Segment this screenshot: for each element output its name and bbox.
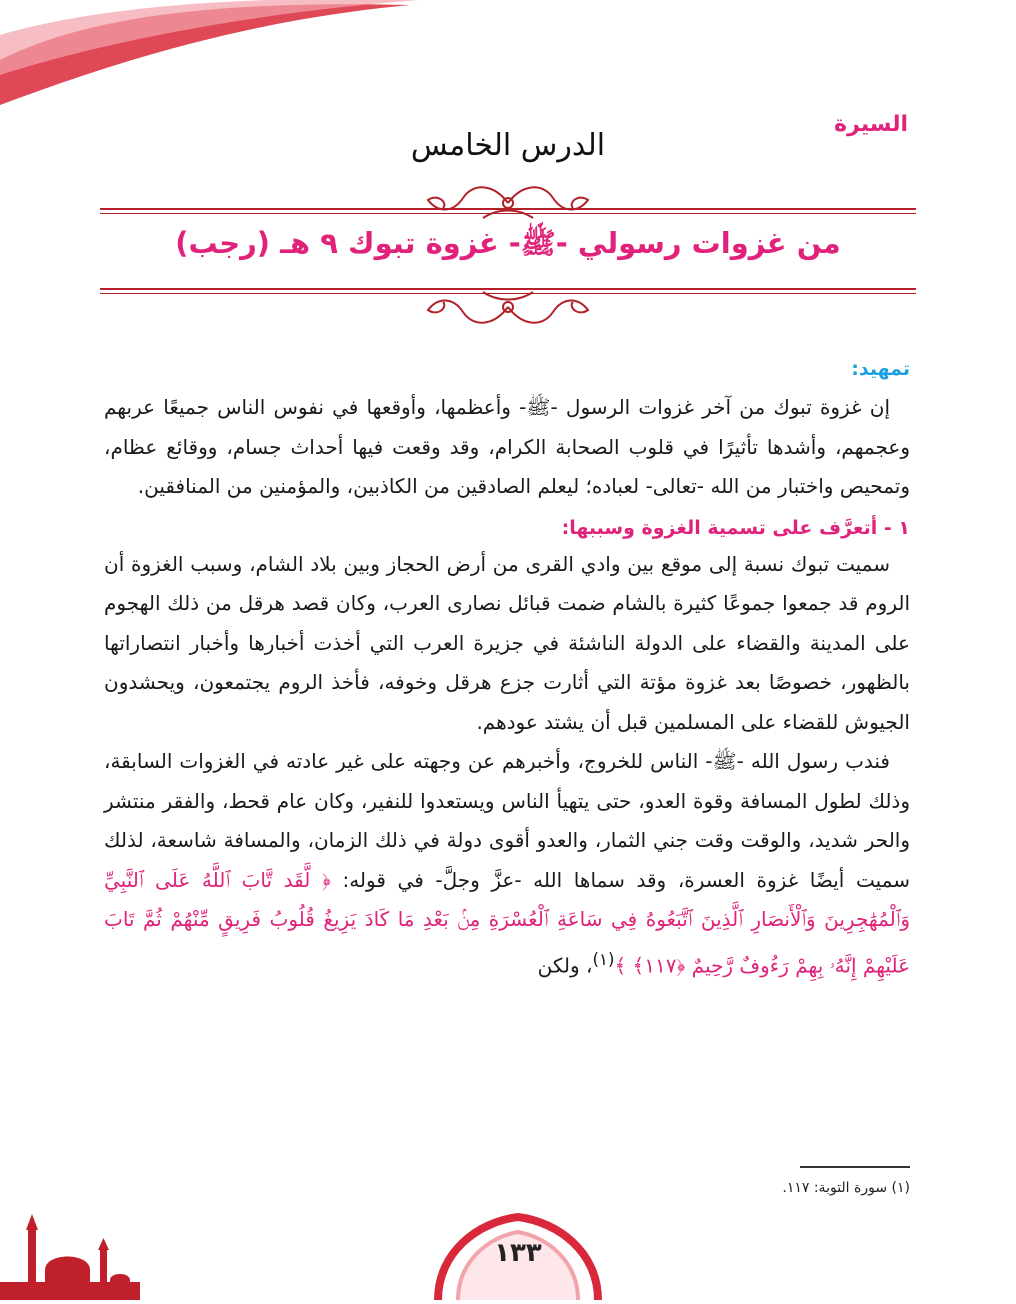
section1-heading: ١ - أتعرَّف على تسمية الغزوة وسببها: (561, 516, 910, 539)
page-number: ١٣٣ (494, 1238, 542, 1268)
footnote-rule (800, 1166, 910, 1168)
section-tag: السيرة (834, 112, 908, 137)
mosque-silhouette-icon (0, 1210, 140, 1300)
section1-paragraph2 (104, 742, 910, 986)
lesson-body (104, 358, 910, 986)
ornament-top-icon (403, 178, 613, 228)
ornament-bottom-icon (403, 282, 613, 332)
footnote: (١) سورة التوبة: ١١٧. (782, 1180, 910, 1196)
decorative-swoosh (0, 0, 420, 110)
lesson-title: الدرس الخامس (410, 128, 606, 163)
page-number-badge (418, 1212, 618, 1300)
title-rule-top (100, 208, 916, 214)
paragraph2-text: فندب رسول الله -ﷺ- الناس للخروج، وأخبرهم عن وجهته على غير عادته في الغزوات السابقة، وذلك لطول المسافة وقوة العدو، حتى يتهيأ الناس ويستعدوا للنفير، وكان عام قحط، والفقر منتشر والحر شديد، والوقت وقت جني الثمار، والعدو أقوى دولة في ذلك الزمان، والمسافة شاسعة، لذلك سميت أيضًا غزوة العسرة، وقد سماها الله -عزَّ وجلَّ- في قوله: (104, 749, 910, 892)
lesson-subtitle: من غزوات رسولي -ﷺ- غزوة تبوك ٩ هـ (رجب) (175, 226, 841, 260)
intro-paragraph: إن غزوة تبوك من آخر غزوات الرسول -ﷺ- وأعظمها، وأوقعها في نفوس الناس جميعًا عربهم وعجمهم، وأشدها تأثيرًا في قلوب الصحابة الكرام، وقد وقعت فيها أحداث جسام، ووقائع عظام، وتمحيص واختبار من الله -تعالى- لعباده؛ ليعلم الصادقين من الكاذبين، والمؤمنين من المنافقين. (104, 395, 910, 498)
quran-verse: ﴿ لَّقَد تَّابَ ٱللَّهُ عَلَى ٱلنَّبِيِّ وَٱلْمُهَٰجِرِينَ وَٱلْأَنصَارِ ٱلَّذِينَ ٱتَّبَعُوهُ فِي سَاعَةِ ٱلْعُسْرَةِ مِنۢ بَعْدِ مَا كَادَ يَزِيغُ قُلُوبُ فَرِيقٍ مِّنْهُمْ ثُمَّ تَابَ عَلَيْهِمْ إِنَّهُۥ بِهِمْ رَءُوفٌ رَّحِيمٌ ﴿١١٧﴾ ﴾ (104, 867, 910, 978)
footnote-ref: (١) (592, 949, 615, 969)
section1-paragraph1: سميت تبوك نسبة إلى موقع بين وادي القرى من أرض الحجاز وبين بلاد الشام، وسبب الغزوة أن الروم قد جمعوا جموعًا كثيرة بالشام ضمت قبائل نصارى العرب، وكان قصد هرقل من ذلك الهجوم على المدينة والقضاء على الدولة الناشئة في جزيرة العرب التي أخذت أخبارها وأخبار انتصاراتها بالظهور، خصوصًا بعد غزوة مؤتة التي أثارت جزع هرقل وخوفه، فأخذ الروم يجتمعون، ويحشدون الجيوش للقضاء على المسلمين قبل أن يشتد عودهم. (104, 551, 910, 734)
paragraph2-end: ، ولكن (537, 953, 593, 978)
intro-heading: تمهيد: (851, 358, 910, 380)
